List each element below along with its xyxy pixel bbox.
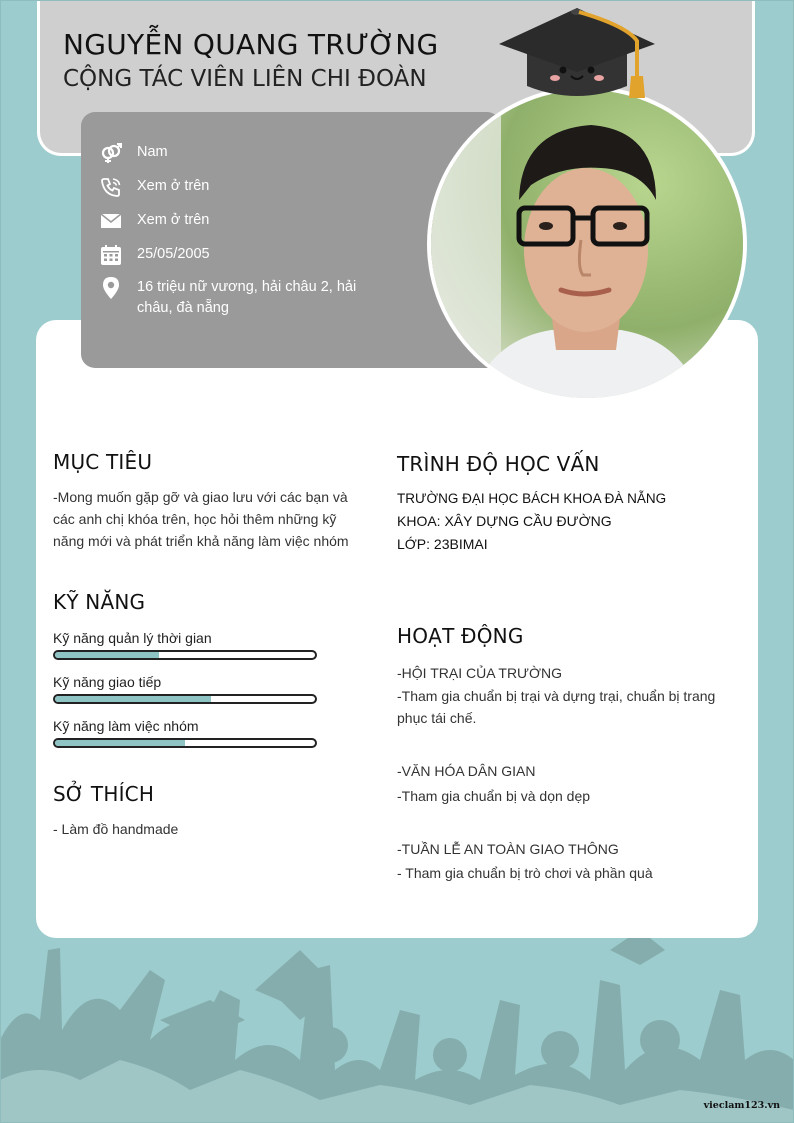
brand-watermark: vieclam123.vn bbox=[703, 1100, 780, 1111]
contact-address bbox=[99, 277, 377, 319]
skill-bar-fill bbox=[55, 740, 185, 746]
activity-name: -HỘI TRẠI CỦA TRƯỜNG bbox=[397, 665, 563, 681]
skill-label: Kỹ năng làm việc nhóm bbox=[53, 718, 199, 734]
activity-desc: -Tham gia chuẩn bị và dọn dẹp bbox=[397, 788, 591, 804]
hobbies-heading: SỞ THÍCH bbox=[53, 782, 155, 806]
location-pin-icon bbox=[99, 277, 123, 299]
email-value: Xem ở trên bbox=[137, 212, 210, 228]
activity-name: -TUẦN LỄ AN TOÀN GIAO THÔNG bbox=[397, 841, 619, 857]
skill-bar bbox=[53, 694, 317, 704]
graduation-cap-icon bbox=[497, 6, 657, 106]
gender-value: Nam bbox=[137, 144, 168, 160]
skill-bar bbox=[53, 650, 317, 660]
contact-gender bbox=[99, 142, 377, 164]
portrait-illustration bbox=[431, 90, 743, 398]
skill-label: Kỹ năng giao tiếp bbox=[53, 674, 162, 690]
skill-bar-fill bbox=[55, 696, 211, 702]
objective-text: -Mong muốn gặp gỡ và giao lưu với các bạn và các anh chị khóa trên, học hỏi thêm những kỹ năng mới và phát triển khả năng làm việc nhóm bbox=[53, 489, 349, 549]
birthday-value: 25/05/2005 bbox=[137, 246, 210, 262]
skills-heading: KỸ NĂNG bbox=[53, 590, 146, 614]
objective-heading: MỤC TIÊU bbox=[53, 450, 153, 474]
contact-phone bbox=[99, 176, 377, 198]
mail-icon bbox=[99, 210, 123, 232]
activity-desc: -Tham gia chuẩn bị trại và dựng trại, chuẩn bị trang phục tái chế. bbox=[397, 688, 716, 726]
education-class: LỚP: 23BIMAI bbox=[397, 536, 488, 552]
skill-label: Kỹ năng quản lý thời gian bbox=[53, 630, 212, 646]
candidate-role: CỘNG TÁC VIÊN LIÊN CHI ĐOÀN bbox=[63, 66, 427, 92]
contact-birthday bbox=[99, 244, 377, 266]
activities-heading: HOẠT ĐỘNG bbox=[397, 624, 524, 648]
activity-desc: - Tham gia chuẩn bị trò chơi và phần quà bbox=[397, 865, 653, 881]
phone-icon bbox=[99, 176, 123, 198]
education-school: TRƯỜNG ĐẠI HỌC BÁCH KHOA ĐÀ NẴNG bbox=[397, 491, 667, 506]
contact-email bbox=[99, 210, 377, 232]
activity-name: -VĂN HÓA DÂN GIAN bbox=[397, 763, 536, 779]
gender-icon bbox=[99, 142, 123, 164]
calendar-icon bbox=[99, 244, 123, 266]
education-faculty: KHOA: XÂY DỰNG CẦU ĐƯỜNG bbox=[397, 513, 612, 529]
skill-bar bbox=[53, 738, 317, 748]
address-value: 16 triệu nữ vương, hải châu 2, hải châu, đà nẵng bbox=[137, 279, 357, 316]
education-heading: TRÌNH ĐỘ HỌC VẤN bbox=[397, 452, 600, 476]
hobbies-text: - Làm đồ handmade bbox=[53, 821, 179, 837]
skill-bar-fill bbox=[55, 652, 159, 658]
candidate-name: NGUYỄN QUANG TRƯỜNG bbox=[63, 28, 439, 61]
phone-value: Xem ở trên bbox=[137, 178, 210, 194]
profile-photo bbox=[427, 86, 747, 402]
